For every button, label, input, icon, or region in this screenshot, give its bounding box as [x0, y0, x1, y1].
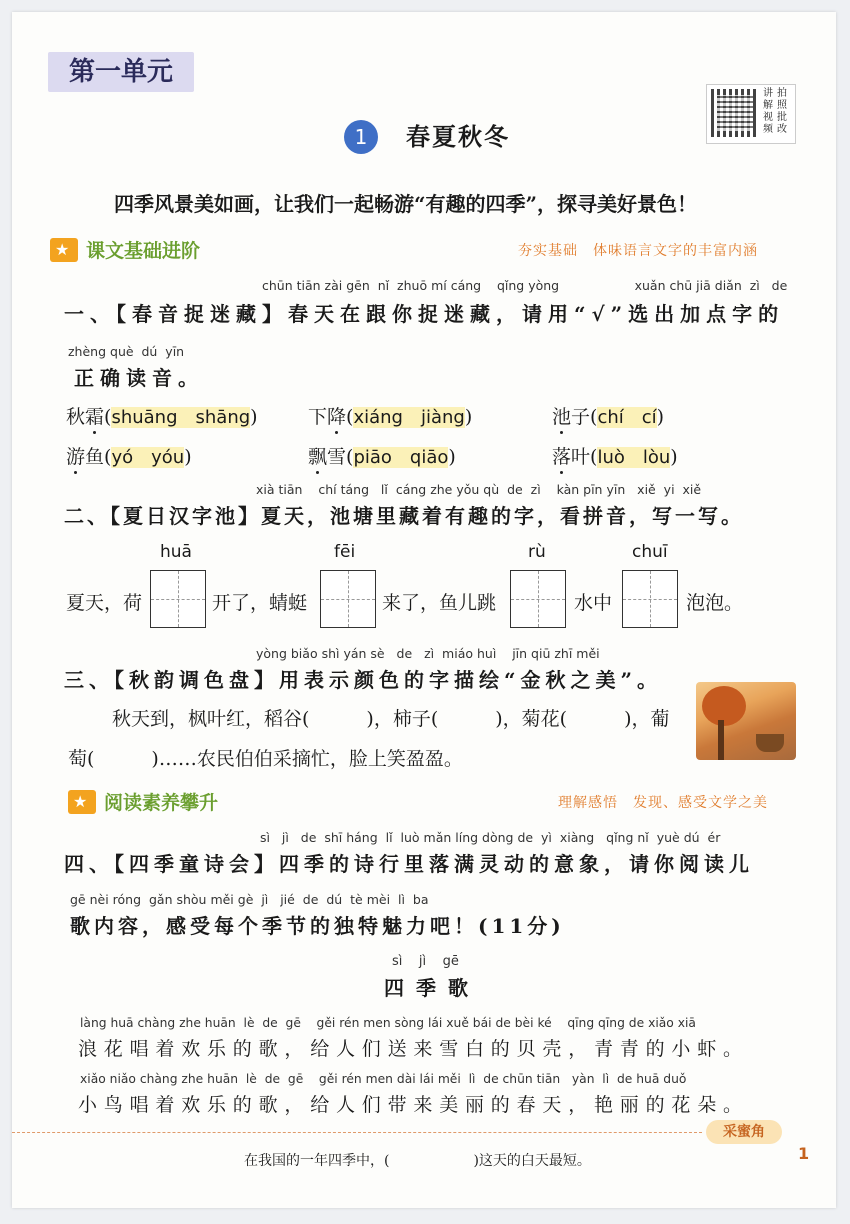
item-char: 子 [571, 406, 591, 428]
star-icon [50, 238, 78, 262]
q1-item-2[interactable]: 下降(xiáng jiàng) [308, 406, 473, 428]
pinyin-options[interactable]: luò lòu [597, 447, 671, 468]
dotted-char: 落 [552, 446, 572, 468]
autumn-harvest-illustration [696, 682, 796, 760]
writing-box[interactable] [622, 570, 678, 628]
box-pinyin: huā [160, 542, 192, 562]
q2-text-seg: 泡泡。 [686, 592, 744, 614]
dotted-char: 游 [66, 446, 86, 468]
q1-question: 一、【春音捉迷藏】春天在跟你捉迷藏，请用“√”选出加点字的 [64, 302, 785, 326]
page-number: 1 [798, 1144, 810, 1163]
pinyin-options[interactable]: shuāng shāng [111, 407, 251, 428]
pinyin-options[interactable]: chí cí [597, 407, 657, 428]
item-char: 叶 [571, 446, 591, 468]
box-pinyin: rù [528, 542, 546, 562]
poem-line-1: 浪花唱着欢乐的歌，给人们送来雪白的贝壳，青青的小虾。 [78, 1038, 749, 1060]
poem-line-2: 小鸟唱着欢乐的歌，给人们带来美丽的春天，艳丽的花朵。 [78, 1094, 749, 1116]
q2-pinyin: xià tiān chí táng lǐ cáng zhe yǒu qù de zì kàn pīn yīn xiě yi xiě [256, 482, 702, 497]
unit-label: 第一单元 [48, 52, 194, 92]
q2-question: 二、【夏日汉字池】夏天，池塘里藏着有趣的字，看拼音，写一写。 [64, 504, 744, 528]
q3-pinyin: yòng biǎo shì yán sè de zì miáo huì jīn qiū zhī měi [256, 646, 600, 661]
worksheet-page [12, 12, 836, 1208]
dotted-char: 飘 [308, 446, 328, 468]
section-title-reading: 阅读素养攀升 [104, 792, 219, 814]
q4-question-2: 歌内容，感受每个季节的独特魅力吧！(11分) [70, 914, 565, 938]
pinyin-options[interactable]: xiáng jiàng [353, 407, 465, 428]
q1-item-6[interactable]: 落叶(luò lòu) [552, 446, 678, 468]
q1-item-3[interactable]: 池子(chí cí) [552, 406, 665, 428]
q2-text-seg: 夏天，荷 [66, 592, 143, 614]
q1-pinyin: chūn tiān zài gēn nǐ zhuō mí cáng qǐng yòng xuǎn chū jiā diǎn zì de [262, 278, 788, 293]
q1-item-5[interactable]: 飘雪(piāo qiāo) [308, 446, 456, 468]
qr-label-grade: 拍照批改 [777, 88, 787, 135]
dotted-char: 池 [552, 406, 572, 428]
poem-title-pinyin: sì jì gē [392, 954, 459, 969]
footer-tag: 采蜜角 [706, 1120, 782, 1144]
q2-text-seg: 来了，鱼儿跳 [382, 592, 497, 614]
reading-icon [68, 790, 96, 814]
lesson-title: 春夏秋冬 [406, 122, 510, 151]
writing-box[interactable] [510, 570, 566, 628]
poem-line-2-pinyin: xiǎo niǎo chàng zhe huān lè de gē gěi rén men dài lái měi lì de chūn tiān yàn lì de huā duǒ [80, 1072, 687, 1086]
q2-text-seg: 水中 [574, 592, 613, 614]
q1-item-4[interactable]: 游鱼(yó yóu) [66, 446, 192, 468]
pinyin-options[interactable]: yó yóu [111, 447, 185, 468]
q4-question: 四、【四季童诗会】四季的诗行里落满灵动的意象，请你阅读儿 [64, 852, 754, 876]
item-char: 鱼 [85, 446, 105, 468]
q4-pinyin: sì jì de shī háng lǐ luò mǎn líng dòng de yì xiàng qǐng nǐ yuè dú ér [260, 830, 721, 845]
item-char: 雪 [327, 446, 347, 468]
q3-line-1[interactable]: 秋天到，枫叶红，稻谷( )，柿子( )，菊花( )，葡 [112, 708, 670, 730]
dotted-char: 霜 [85, 406, 105, 428]
q1-item-1[interactable]: 秋霜(shuāng shāng) [66, 406, 258, 428]
q1-question-2: 正确读音。 [74, 366, 204, 390]
box-pinyin: fēi [334, 542, 356, 562]
box-pinyin: chuī [632, 542, 668, 562]
writing-box[interactable] [150, 570, 206, 628]
q4-pinyin-2: gē nèi róng gǎn shòu měi gè jì jié de dú tè mèi lì ba [70, 892, 429, 907]
q3-line-2[interactable]: 萄( )……农民伯伯采摘忙，脸上笑盈盈。 [68, 748, 463, 770]
section-subtitle-basic: 夯实基础 体味语言文字的丰富内涵 [518, 243, 758, 259]
item-char: 秋 [66, 406, 86, 428]
footer-fact[interactable]: 在我国的一年四季中，( )这天的白天最短。 [244, 1153, 591, 1169]
poem-line-1-pinyin: làng huā chàng zhe huān lè de gē gěi rén men sòng lái xuě bái de bèi ké qīng qīng de xiǎo xiā [80, 1016, 696, 1030]
q2-text-seg: 开了，蜻蜓 [212, 592, 308, 614]
section-subtitle-reading: 理解感悟 发现、感受文学之美 [558, 795, 768, 811]
lesson-number-badge: 1 [344, 120, 378, 154]
dotted-char: 降 [327, 406, 347, 428]
pinyin-options[interactable]: piāo qiāo [353, 447, 449, 468]
section-title-basic: 课文基础进阶 [86, 240, 201, 262]
item-char: 下 [308, 406, 328, 428]
poem-title: 四季歌 [384, 976, 480, 1000]
writing-box[interactable] [320, 570, 376, 628]
intro-text: 四季风景美如画，让我们一起畅游“有趣的四季”，探寻美好景色！ [114, 192, 698, 216]
q1-pinyin-2: zhèng què dú yīn [68, 344, 185, 359]
footer-divider [12, 1132, 702, 1133]
q3-question: 三、【秋韵调色盘】用表示颜色的字描绘“金秋之美”。 [64, 668, 663, 692]
qr-code-panel[interactable] [706, 84, 796, 144]
qr-code-icon[interactable] [711, 89, 759, 137]
qr-label-video: 讲解视频 [763, 88, 773, 135]
